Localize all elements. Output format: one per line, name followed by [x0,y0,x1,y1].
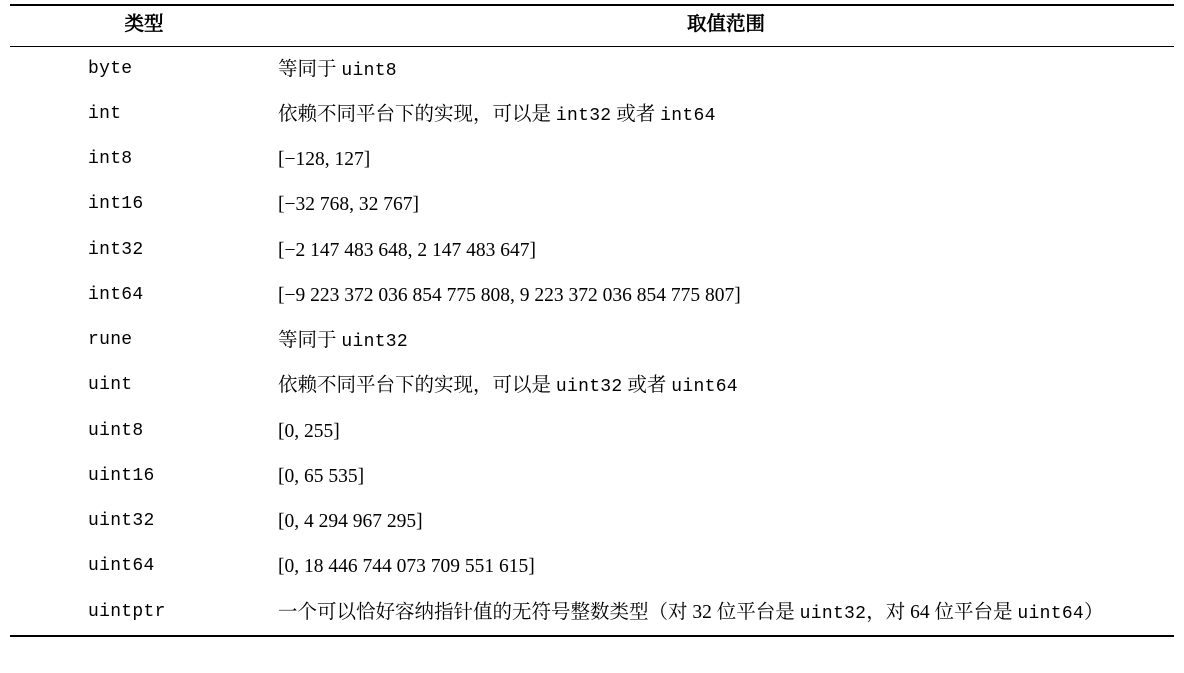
cell-value-range: 等同于 uint8 [278,58,397,81]
cell-type-name: int [88,103,122,124]
table-row [10,364,1174,409]
cell-value-range: [−2 147 483 648, 2 147 483 647] [278,239,536,261]
cell-value-range: 依赖不同平台下的实现，可以是 uint32 或者 uint64 [278,375,738,398]
cell-value-range: 等同于 uint32 [278,330,409,353]
cell-type-name: int32 [88,239,144,260]
table-row [10,409,1174,454]
cell-value-range: [0, 255] [278,420,340,442]
cell-type-name: uint8 [88,420,144,441]
table-row [10,138,1174,183]
cell-type-name: uint16 [88,465,155,486]
cell-type-name: byte [88,58,133,79]
table-header [10,5,1174,47]
document-page [0,4,1184,673]
column-header-range: 取值范围 [686,13,765,35]
table-row [10,183,1174,228]
table-body [10,47,1174,637]
cell-value-range: [0, 4 294 967 295] [278,511,423,533]
cell-type-name: uint [88,375,133,396]
table-row [10,500,1174,545]
cell-type-name: uintptr [88,601,166,622]
column-header-type: 类型 [124,13,164,35]
table-row [10,47,1174,93]
table-row [10,545,1174,590]
cell-value-range: 依赖不同平台下的实现，可以是 int32 或者 int64 [278,103,716,126]
cell-value-range: 一个可以恰好容纳指针值的无符号整数类型（对 32 位平台是 uint32，对 64 位平台是 uint64） [278,601,1104,624]
table-row [10,454,1174,499]
table-row [10,228,1174,273]
cell-type-name: rune [88,330,133,351]
cell-value-range: [0, 65 535] [278,465,365,487]
cell-type-name: uint32 [88,511,155,532]
cell-type-name: int64 [88,284,144,305]
cell-type-name: int8 [88,149,133,170]
cell-value-range: [−32 768, 32 767] [278,194,419,216]
table-row [10,92,1174,137]
cell-type-name: uint64 [88,556,155,577]
table-row [10,319,1174,364]
table-row [10,273,1174,318]
cell-value-range: [−9 223 372 036 854 775 808, 9 223 372 036 854 775 807] [278,284,741,306]
go-types-table [10,4,1174,637]
cell-value-range: [−128, 127] [278,149,371,171]
cell-type-name: int16 [88,194,144,215]
cell-value-range: [0, 18 446 744 073 709 551 615] [278,556,535,578]
table-row [10,590,1174,636]
table-header-row [10,5,1174,47]
